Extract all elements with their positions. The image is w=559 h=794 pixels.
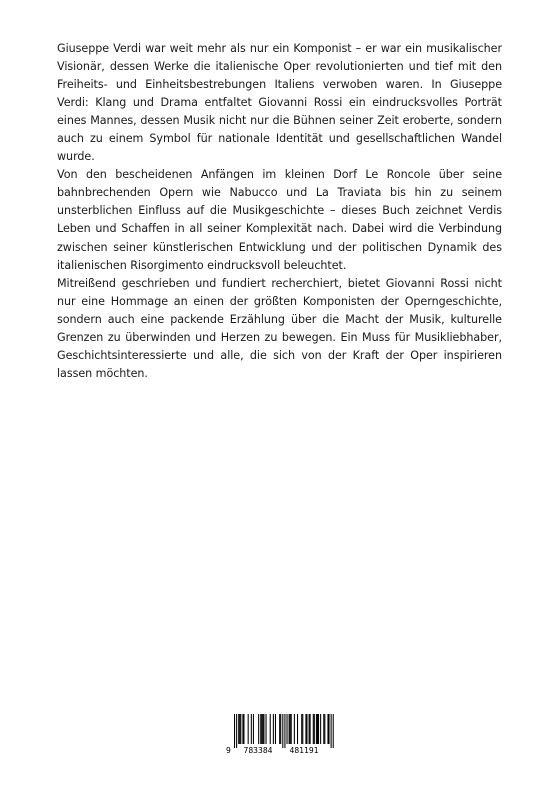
barcode-bar <box>261 714 262 744</box>
blurb-paragraph-1: Giuseppe Verdi war weit mehr als nur ein Komponist – er war ein musikalischer Visionär, dessen Werke die italienische Oper revolutionierten und tief mit den Freiheits- und Einheitsbestrebungen Italiens verwoben waren. In Giuseppe Verdi: Klang und Drama entfaltet Giovanni Rossi ein eindrucksvolles Porträt eines Mannes, dessen Musik nicht nur die Bühnen seiner Zeit eroberte, sondern auch zu einem Symbol für nationale Identität und gesellschaftlichen Wandel wurde. <box>57 42 502 164</box>
barcode-bar <box>275 714 276 744</box>
barcode-bar <box>316 714 317 744</box>
barcode-bar <box>306 714 307 744</box>
barcode-bar <box>270 714 271 744</box>
barcode-bar <box>301 714 302 744</box>
barcode-bar <box>260 714 261 744</box>
isbn-barcode <box>226 712 334 760</box>
barcode-bar <box>323 714 324 744</box>
barcode-bar <box>318 714 319 744</box>
barcode-bar <box>238 714 239 744</box>
barcode-bar <box>273 714 274 744</box>
barcode-bar <box>294 714 295 744</box>
barcode-bar <box>242 714 243 744</box>
barcode-bar <box>310 714 311 744</box>
barcode-bar <box>266 714 267 744</box>
barcode-bar <box>253 714 254 744</box>
barcode-bar <box>324 714 325 744</box>
blurb-paragraph-3: Mitreißend geschrieben und fundiert recherchiert, bietet Giovanni Rossi nicht nur eine Hommage an einen der größten Komponisten der Operngeschichte, sondern auch eine packende Erzählung über die Macht der Musik, kulturelle Grenzen zu überwinden und Herzen zu bewegen. Ein Muss für Musikliebhaber, Geschichtsinteressierte und alle, die sich von der Kraft der Oper inspirieren lassen möchten. <box>57 276 502 380</box>
barcode-bar <box>243 714 244 744</box>
barcode-bar <box>327 714 328 744</box>
barcode-bar <box>279 714 280 744</box>
barcode-bar <box>258 714 259 744</box>
barcode-bar <box>291 714 292 744</box>
barcode-bar <box>289 714 290 744</box>
barcode-bar <box>239 714 240 744</box>
barcode-bar <box>314 714 315 744</box>
barcode-bars-icon <box>226 712 334 748</box>
blurb-paragraph-2: Von den bescheidenen Anfängen im kleinen Dorf Le Roncole über seine bahnbrechenden Opern wie Nabucco und La Traviata bis hin zu seinem unsterblichen Einfluss auf die Musikgeschichte – dieses Buch zeichnet Verdis Leben und Schaffen in all seiner Komplexität nach. Dabei wird die Verbindung zwischen seiner künstlerischen Entwicklung und der politischen Dynamik des italienischen Risorgimento eindrucksvoll beleuchtet. <box>57 168 502 272</box>
barcode-bar <box>297 714 298 744</box>
barcode-bar <box>309 714 310 744</box>
barcode-bar <box>290 714 291 744</box>
barcode-guard-bar <box>333 714 334 748</box>
barcode-bar <box>305 714 306 744</box>
barcode-right-digits: 481191 <box>289 746 319 755</box>
barcode-guard-bar <box>284 714 285 748</box>
barcode-bar <box>320 714 321 744</box>
barcode-bar <box>317 714 318 744</box>
book-blurb <box>57 40 502 383</box>
barcode-bar <box>240 714 241 744</box>
barcode-bar <box>302 714 303 744</box>
barcode-guard-bar <box>282 714 283 748</box>
barcode-left-digits: 783384 <box>243 746 273 755</box>
barcode-first-digit: 9 <box>226 746 231 755</box>
barcode-bar <box>280 714 281 744</box>
barcode-bar <box>251 714 252 744</box>
barcode-bar <box>313 714 314 744</box>
barcode-bar <box>287 714 288 744</box>
barcode-bar <box>263 714 264 744</box>
barcode-guard-bar <box>331 714 332 748</box>
barcode-bar <box>248 714 249 744</box>
barcode-bar <box>329 714 330 744</box>
barcode-bar <box>262 714 263 744</box>
barcode-guard-bar <box>236 714 237 748</box>
barcode-guard-bar <box>234 714 235 748</box>
